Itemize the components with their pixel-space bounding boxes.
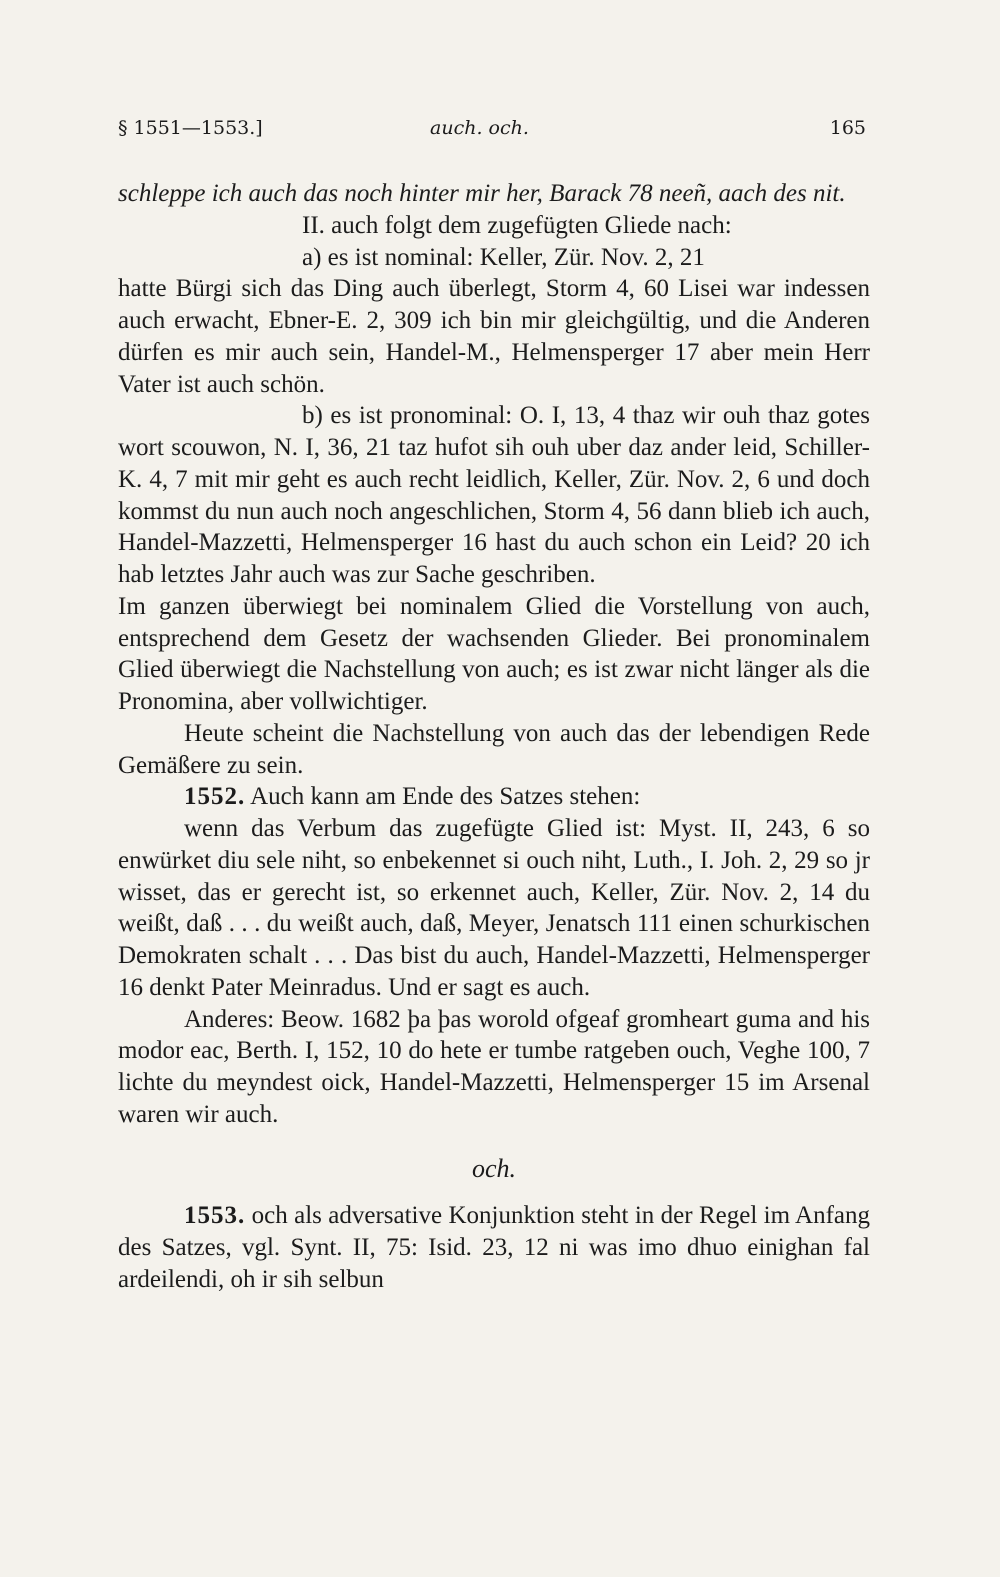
section-number: 1552. <box>184 783 246 811</box>
paragraph: Im ganzen überwiegt bei nominalem Glied die Vorstellung von auch, entsprechend dem Gesetz der wachsenden Glieder. Bei pronominalem Glied überwiegt die Nachstellung von auch; es ist zwar nicht länger als die Pronomina, aber vollwichtiger. <box>118 592 870 715</box>
body-text <box>118 178 870 1296</box>
header-title: auch. och. <box>430 117 529 139</box>
section-heading: och. <box>471 1153 517 1183</box>
section-1552 <box>118 781 870 813</box>
paragraph: a) es ist nominal: Keller, Zür. Nov. 2, 21 <box>302 243 705 271</box>
paragraph: b) es ist pronominal: O. I, 13, 4 thaz wir ouh thaz gotes wort scouwon, N. I, 36, 21 taz hufot sih ouh uber daz ander leid, Schiller-K. 4, 7 mit mir geht es auch recht leidlich, Keller, Zür. Nov. 2, 6 und doch kommst du nun auch noch angeschlichen, Storm 4, 56 dann blieb ich auch, Handel-Mazzetti, Helmensperger 16 hast du auch schon ein Leid? 20 ich hab letztes Jahr auch was zur Sache geschriben. <box>118 402 870 588</box>
paragraph: Anderes: Beow. 1682 þa þas worold ofgeaf gromheart guma and his modor eac, Berth. I, 152, 10 do hete er tumbe ratgeben ouch, Veghe 100, 7 lichte du meyndest oick, Handel-Mazzetti, Helmensperger 15 im Arsenal waren wir auch. <box>118 1005 870 1128</box>
paragraph: II. auch folgt dem zugefügten Gliede nach: <box>302 211 732 239</box>
header-section-range: § 1551—1553.] <box>118 117 263 139</box>
paragraph: hatte Bürgi sich das Ding auch überlegt, Storm 4, 60 Lisei war indessen auch erwacht, Ebner-E. 2, 309 ich bin mir gleichgültig, und die Anderen dürfen es mir auch sein, Handel-M., Helmensperger 17 aber mein Herr Vater ist auch schön. <box>118 275 870 398</box>
section-number: 1553. <box>184 1202 246 1230</box>
page-number: 165 <box>829 117 866 139</box>
paragraph: schleppe ich auch das noch hinter mir her, Barack 78 neeñ, aach des nit. <box>118 180 846 207</box>
section-text: och als adversative Konjunktion steht in der Regel im Anfang des Satzes, vgl. Synt. II, 75: Isid. 23, 12 ni was imo dhuo einighan fal ardeilendi, oh ir sih selbun <box>118 1202 871 1293</box>
paragraph: wenn das Verbum das zugefügte Glied ist: Myst. II, 243, 6 so enwürket diu sele niht, so enbekennet si ouch niht, Luth., I. Joh. 2, 29 so jr wisset, das er gerecht ist, so erkennet auch, Keller, Zür. Nov. 2, 14 du weißt, daß . . . du weißt auch, daß, Meyer, Jenatsch 111 einen schurkischen Demokraten schalt . . . Das bist du auch, Handel-Mazzetti, Helmensperger 16 denkt Pater Meinradus. Und er sagt es auch. <box>118 815 870 1001</box>
section-lead: Auch kann am Ende des Satzes stehen: <box>250 783 641 811</box>
paragraph: Heute scheint die Nachstellung von auch das der lebendigen Rede Gemäßere zu sein. <box>118 719 870 779</box>
section-1553 <box>118 1200 870 1295</box>
